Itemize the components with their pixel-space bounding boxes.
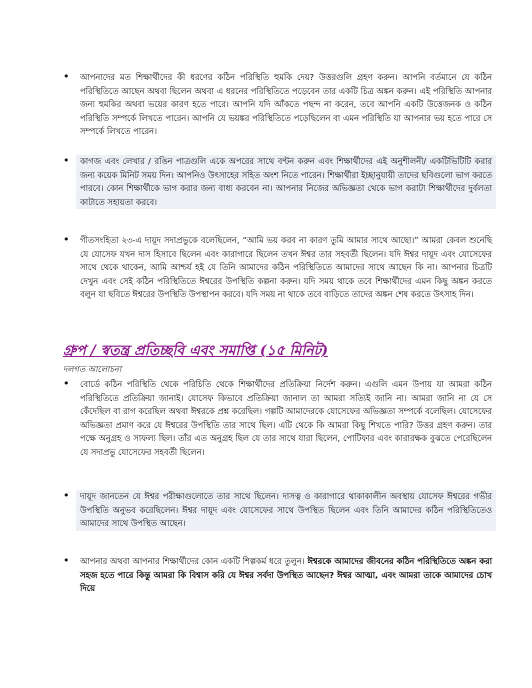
list-item bbox=[63, 154, 496, 209]
bullet-icon: • bbox=[63, 489, 70, 502]
list-item bbox=[63, 489, 496, 531]
paragraph-text: কাগজ এবং লেখার / রঙিন পাত্রগুলি একে অপরের সাথে বণ্টন করুন এবং শিক্ষার্থীদের এই অনুশীলনী/ একটিভিটিটি করার জন্য কয়েক মিনিট সময় দিন। আপনিও উৎসাহের সহিত অংশ নিতে পারেন। শিক্ষার্থীরা ইচ্ছানুযায়ী তাদের ছবিগুলো ভাগ করতে পারবে। কোন শিক্ষার্থীকে ভাগ করার জন্য বাধ্য করবেন না। আপনার নিজের অভিজ্ঞতা থেকে ভাগ করাটা শিক্ষার্থীদের দুর্বলতা কাটাতে সহায়তা করবে। bbox=[76, 155, 496, 209]
bullet-icon: • bbox=[63, 554, 70, 567]
paragraph-text: গীতসংহিতা ২৩-এ দায়ূদ সদাপ্রভুকে বলেছিলেন, “আমি ভয় করব না কারণ তুমি আমার সাথে আছো।” আমরা কেবল শুনেছি যে যোসেফ যখন দাস হিসাবে ছিলেন এবং কারাগারে ছিলেন তখন ঈশ্বর তার সহবর্তী ছিলেন। যদি ঈশ্বর দায়ূদ এবং যোসেফের সাথে থেকে থাকেন, আমি আশ্চর্য হই যে তিনি আমাদের কঠিন পরিস্থিতিতে আমাদের সাথে আছেন কি না। আপনার চিত্রটি দেখুন এবং সেই কঠিন পরিস্থিতিতে ঈশ্বরের উপস্থিতি কল্পনা করুন। যদি সময় থাকে তবে শিক্ষার্থীদের এমন কিছু অঙ্কন করতে বলুন যা ছবিতে ঈশ্বরের উপস্থিতি উপস্থাপন করবে। যদি সময় না থাকে তবে বাড়িতে তাদের অঙ্কন শেষ করতে উৎসাহ দিন। bbox=[80, 235, 492, 300]
list-item bbox=[63, 554, 496, 596]
paragraph-text: আপনাদের মত শিক্ষার্থীদের কী ধরণের কঠিন পরিস্থিতি হুমকি দেয়? উত্তরগুলি গ্রহণ করুন। আপনি বর্তমানে যে কঠিন পরিস্থিতিতে আছেন অথবা ছিলেন অথবা এ ধরনের পরিস্থিতিতে পড়েবেন তার একটি চিত্র অঙ্কন করুন। এই পরিস্থিতি আপনার জন্য হুমকির অথবা ভয়ের কারণ হতে পারে। আপনি যদি আঁকতে পছন্দ না করেন, তবে আপনি একটি উত্তেজনক ও কঠিন পরিস্থিতি সম্পর্কে লিখতে পারেন। আপনি যে ভয়ঙ্কর পরিস্থিতিতে পড়েছিলেন বা এমন পরিস্থিতি যা আপনার ভয় হতে পারে সে সম্পর্কে লিখতে পারেন। bbox=[80, 72, 492, 137]
section-heading: গ্রুপ / স্বতন্ত্র প্রতিচ্ছবি এবং সমাপ্তি (১৫ মিনিট) bbox=[63, 343, 328, 359]
bullet-icon: • bbox=[63, 154, 70, 167]
list-item bbox=[63, 377, 496, 460]
section-subheading: দলগত আলোচনা bbox=[63, 364, 122, 374]
paragraph-text: বোর্ডে কঠিন পরিস্থিতি থেকে পরিচিতি থেকে শিক্ষার্থীদের প্রতিক্রিয়া নির্দেশ করুন। এগুলি এমন উপায় যা আমরা কঠিন পরিস্থিতিতে প্রতিক্রিয়া জানাই। যোসেফ কিভাবে প্রতিক্রিয়া জানাল তা আমরা সত্যিই জানি না। আমরা জানি না যে সে কেঁদেছিল বা রাগ করেছিল অথবা ঈশ্বরকে প্রশ্ন করেছিল। গল্পটি আমাদেরকে যোসেফের অভিজ্ঞতা সম্পর্কে বলেছিল। যোসেফের অভিজ্ঞতা প্রমাণ করে যে ঈশ্বরের উপস্থিতি তার সাথে ছিল। এটি থেকে কি আমরা কিছু শিখতে পারি? উত্তর গ্রহণ করুন। তার পক্ষে অনুগ্রহ ও সাফল্য ছিল। তাঁর এত অনুগ্রহ ছিল যে তার সাথে যারা ছিলেন, পোটিফার এবং কারারক্ষক বুঝতে পেরেছিলেন যে সদাপ্রভু যোসেফের সহবর্তী ছিলেন। bbox=[80, 379, 492, 457]
bullet-icon: • bbox=[63, 233, 70, 246]
paragraph-text bbox=[76, 555, 496, 596]
bullet-icon: • bbox=[63, 70, 70, 83]
list-item bbox=[63, 70, 496, 139]
paragraph-text: দায়ূদ জানতেন যে ঈশ্বর পরীক্ষাগুলোতে তার সাথে ছিলেন। দাসত্ব ও কারাগারে থাকাকালীন অবস্থায় যোসেফ ঈশ্বরের গভীর উপস্থিতি অনুভব করেছিলেন। ঈশ্বর দায়ূদ এবং যোসেফের সাথে উপস্থিত ছিলেন এবং তিনি আমাদের কঠিন পরিস্থিতিতেও আমাদের সাথে উপস্থিত আছেন। bbox=[76, 490, 496, 531]
paragraph-text-normal: আপনার অথবা আপনার শিক্ষার্থীদের কোন একটি শিল্পকর্ম ধরে তুলুন। bbox=[80, 556, 308, 566]
bullet-icon: • bbox=[63, 377, 70, 390]
paragraph-text-bold: ঈশ্বরকে আমাদের জীবনের কঠিন পরিস্থিতিতে অঙ্কন করা সহজ হতে পারে কিন্তু আমরা কি বিশ্বাস করি যে ঈশ্বর সর্বদা উপস্থিত আছেন? ঈশ্বর আত্মা, এবং আমরা তাকে আমাদের চোখ দিয়ে bbox=[80, 556, 492, 594]
list-item bbox=[63, 233, 496, 302]
